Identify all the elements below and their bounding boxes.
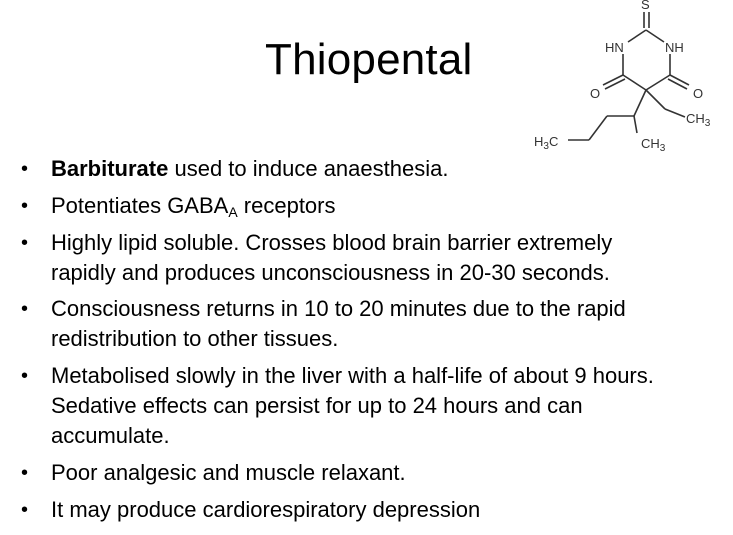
- atom-ch3-right-label: $CH_3$: [686, 111, 711, 129]
- bullet-bold-term: Barbiturate: [51, 156, 169, 181]
- atom-o-left-label: O: [590, 86, 601, 101]
- thiopental-structure-diagram: [525, 0, 725, 160]
- bullet-marker: •: [21, 298, 29, 320]
- slide-title: Thiopental: [265, 35, 473, 84]
- bullet-marker: •: [21, 462, 29, 484]
- bullet-text: used to induce anaesthesia.: [168, 156, 449, 181]
- bullet-text-after: receptors: [237, 193, 336, 218]
- atom-ch3-bottom-label: $CH_3$: [641, 136, 666, 154]
- bullet-text: Poor analgesic and muscle relaxant.: [51, 460, 406, 485]
- atom-o-right-label: O: [693, 86, 704, 101]
- bullet-line: Highly lipid soluble. Crosses blood brain barrier extremely: [51, 230, 613, 255]
- bullet-text: Potentiates GABA: [51, 193, 229, 218]
- bullet-marker: •: [21, 158, 29, 180]
- bullet-marker: •: [21, 195, 29, 217]
- atom-s-label: S: [641, 0, 650, 12]
- gaba-subscript: A: [228, 204, 238, 220]
- bullet-marker: •: [21, 499, 29, 521]
- bullet-line: rapidly and produces unconsciousness in 20-30 seconds.: [51, 260, 610, 285]
- bullet-line: Sedative effects can persist for up to 24 hours and can: [51, 393, 583, 418]
- bullet-marker: •: [21, 365, 29, 387]
- bullet-line: Metabolised slowly in the liver with a half-life of about 9 hours.: [51, 363, 654, 388]
- atom-nh-label: NH: [665, 40, 684, 55]
- chemical-structure-image: [525, 0, 725, 160]
- bullet-line: accumulate.: [51, 423, 170, 448]
- atom-hn-label: HN: [605, 40, 624, 55]
- atom-h3c-left-label: $H_3C$: [534, 134, 559, 152]
- bullet-marker: •: [21, 232, 29, 254]
- bullet-line: Consciousness returns in 10 to 20 minutes due to the rapid: [51, 296, 626, 321]
- bullet-line: redistribution to other tissues.: [51, 326, 339, 351]
- bullet-text: It may produce cardiorespiratory depression: [51, 497, 481, 522]
